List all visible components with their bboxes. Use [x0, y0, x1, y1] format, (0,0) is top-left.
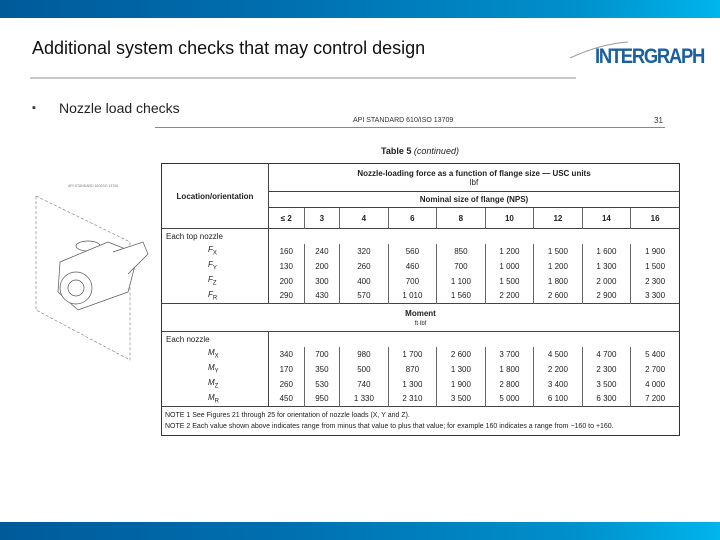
table-cell: 2 700 [631, 362, 680, 377]
table-notes: NOTE 1 See Figures 21 through 25 for orientation of nozzle loads (X, Y and Z). NOTE 2 Each value shown above indicates range from minus that value to plus that value; for example 160 indicates a range from −160 to +160. [165, 412, 614, 430]
intergraph-logo: INTERGRAPH [590, 42, 715, 72]
table-row [162, 259, 680, 274]
table-cell: 1 900 [437, 377, 486, 392]
table-cell: 2 900 [582, 289, 631, 304]
table-cell: 1 300 [388, 377, 437, 392]
table-cell: 2 000 [582, 274, 631, 289]
table-cell: 4 000 [631, 377, 680, 392]
pump-nozzle-axes-icon [18, 182, 158, 362]
table-cell: 1 560 [437, 289, 486, 304]
size-col-header: 14 [582, 208, 631, 229]
table-cell: 1 200 [534, 259, 583, 274]
table-cell: 2 300 [631, 274, 680, 289]
size-col-header: 12 [534, 208, 583, 229]
table-cell: 260 [279, 379, 293, 389]
table-cell: 240 [304, 244, 340, 259]
table-cell: 1 900 [631, 244, 680, 259]
bullet-text: Nozzle load checks [59, 100, 180, 116]
table-cell: 4 700 [582, 347, 631, 362]
size-col-header: 4 [340, 208, 389, 229]
table-cell: 1 010 [388, 289, 437, 304]
bullet-icon: ▪ [32, 102, 36, 114]
table-cell: 530 [304, 377, 340, 392]
top-banner [0, 0, 720, 18]
table-cell: 300 [304, 274, 340, 289]
table-cell: 320 [340, 244, 389, 259]
size-col-header: 16 [631, 208, 680, 229]
size-col-header: ≤ 2 [280, 213, 292, 223]
force-group-label: Each top nozzle [162, 229, 269, 244]
table-cell: 400 [340, 274, 389, 289]
table-cell: 1 500 [534, 244, 583, 259]
table-cell: 1 500 [485, 274, 534, 289]
pump-drawing: API STANDARD 610/ISO 13709 [18, 182, 158, 362]
row-label: $M_Y$ [162, 362, 269, 377]
table-cell: 2 600 [437, 347, 486, 362]
table-cell: 700 [304, 347, 340, 362]
title-divider [30, 77, 576, 79]
table-cell: 1 800 [534, 274, 583, 289]
location-header: Location/orientation [162, 164, 269, 229]
table-cell: 3 400 [534, 377, 583, 392]
document-header: API STANDARD 610/ISO 13709 31 [155, 114, 665, 128]
table-cell: 500 [340, 362, 389, 377]
row-label: $F_Y$ [162, 259, 269, 274]
slide-title: Additional system checks that may control design [32, 38, 426, 58]
table-cell: 850 [437, 244, 486, 259]
table-row [162, 392, 680, 407]
table-cell: 200 [279, 276, 293, 286]
table-cell: 1 000 [485, 259, 534, 274]
table-cell: 3 500 [437, 392, 486, 407]
table-cell: 5 400 [631, 347, 680, 362]
table-cell: 430 [304, 289, 340, 304]
table-cell: 160 [279, 246, 293, 256]
table-row [162, 289, 680, 304]
moment-header: Moment ft·lbf [405, 308, 436, 327]
table-cell: 2 600 [534, 289, 583, 304]
table-cell: 1 600 [582, 244, 631, 259]
table-cell: 1 300 [582, 259, 631, 274]
table-cell: 980 [340, 347, 389, 362]
table-cell: 2 310 [388, 392, 437, 407]
table-cell: 200 [304, 259, 340, 274]
table-cell: 350 [304, 362, 340, 377]
table-cell: 290 [279, 291, 293, 301]
table-cell: 2 800 [485, 377, 534, 392]
table-cell: 740 [340, 377, 389, 392]
row-label: $M_Z$ [162, 377, 269, 392]
table-cell: 570 [340, 289, 389, 304]
size-col-header: 6 [388, 208, 437, 229]
table-cell: 950 [304, 392, 340, 407]
row-label: $F_R$ [162, 289, 269, 304]
table-cell: 130 [279, 261, 293, 271]
table-row [162, 362, 680, 377]
row-label: $M_R$ [162, 392, 269, 407]
row-label: $F_Z$ [162, 274, 269, 289]
table-caption: Table 5 (continued) [381, 146, 459, 156]
table-cell: 5 000 [485, 392, 534, 407]
table-cell: 2 300 [582, 362, 631, 377]
moment-group-label: Each nozzle [162, 332, 269, 347]
table-cell: 460 [388, 259, 437, 274]
table-cell: 6 100 [534, 392, 583, 407]
table-row [162, 274, 680, 289]
table-row [162, 244, 680, 259]
table-cell: 260 [340, 259, 389, 274]
table-cell: 170 [279, 364, 293, 374]
table-cell: 1 330 [340, 392, 389, 407]
size-col-header: 3 [304, 208, 340, 229]
bottom-banner [0, 522, 720, 540]
size-col-header: 10 [485, 208, 534, 229]
table-cell: 700 [437, 259, 486, 274]
table-cell: 3 300 [631, 289, 680, 304]
table-cell: 3 500 [582, 377, 631, 392]
table-row [162, 347, 680, 362]
nozzle-load-table [161, 163, 680, 436]
table-cell: 560 [388, 244, 437, 259]
table-cell: 870 [388, 362, 437, 377]
table-cell: 340 [279, 349, 293, 359]
table-cell: 1 100 [437, 274, 486, 289]
table-cell: 700 [388, 274, 437, 289]
table-cell: 2 200 [534, 362, 583, 377]
table-row [162, 377, 680, 392]
size-col-header: 8 [437, 208, 486, 229]
table-cell: 6 300 [582, 392, 631, 407]
table-cell: 7 200 [631, 392, 680, 407]
table-cell: 1 300 [437, 362, 486, 377]
row-label: $M_X$ [162, 347, 269, 362]
table-cell: 1 500 [631, 259, 680, 274]
size-header: Nominal size of flange (NPS) [269, 192, 680, 208]
force-header: Nozzle-loading force as a function of flange size — USC units lbf [269, 164, 680, 192]
table-cell: 450 [279, 394, 293, 404]
row-label: $F_X$ [162, 244, 269, 259]
table-cell: 1 700 [388, 347, 437, 362]
table-cell: 2 200 [485, 289, 534, 304]
table-cell: 1 800 [485, 362, 534, 377]
table-cell: 1 200 [485, 244, 534, 259]
table-cell: 4 500 [534, 347, 583, 362]
table-cell: 3 700 [485, 347, 534, 362]
